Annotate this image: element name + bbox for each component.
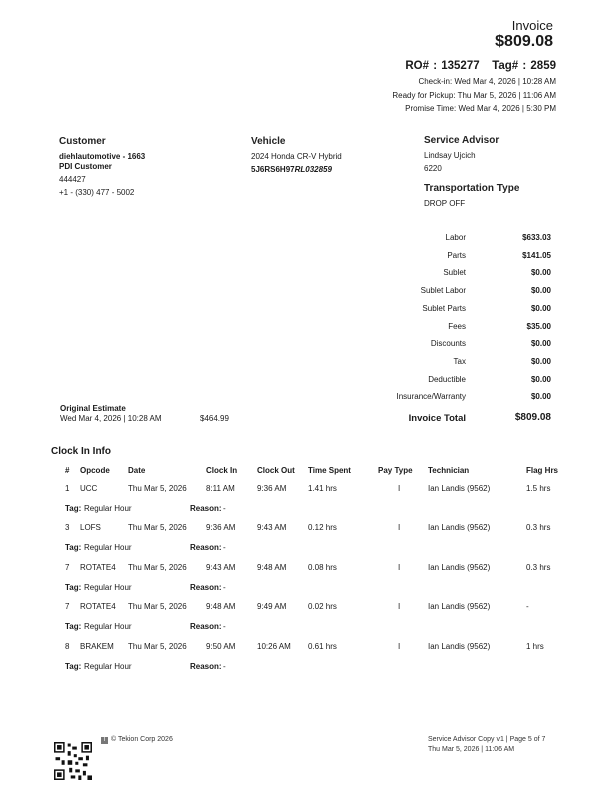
- clock-title: Clock In Info: [51, 446, 111, 457]
- total-value-9: $0.00: [530, 392, 551, 401]
- clock-header-8: Flag Hrs: [526, 466, 559, 475]
- clock-header-1: Opcode: [80, 466, 110, 475]
- cell-spent: 0.61 hrs: [308, 642, 337, 651]
- clock-header-2: Date: [128, 466, 146, 475]
- cell-flag: 1 hrs: [526, 642, 544, 651]
- reason-value: -: [223, 622, 226, 631]
- cell-opcode: UCC: [80, 484, 98, 493]
- advisor-id: 6220: [424, 164, 442, 173]
- total-value-1: $141.05: [522, 251, 551, 260]
- vin-prefix: 5J6RS6H97: [251, 165, 295, 174]
- total-label-6: Discounts: [430, 339, 466, 348]
- cell-spent: 0.08 hrs: [308, 563, 337, 572]
- invoice-total-label: Invoice Total: [408, 413, 466, 424]
- cell-out: 9:36 AM: [257, 484, 287, 493]
- cell-opcode: BRAKEM: [80, 642, 114, 651]
- cell-in: 9:50 AM: [206, 642, 236, 651]
- tag-value: Regular Hour: [84, 662, 132, 671]
- total-value-6: $0.00: [530, 339, 551, 348]
- cell-out: 9:43 AM: [257, 523, 287, 532]
- invoice-total-value: $809.08: [514, 412, 551, 423]
- cell-flag: 0.3 hrs: [526, 563, 551, 572]
- cell-pay: I: [398, 642, 401, 651]
- cell-flag: 0.3 hrs: [526, 523, 551, 532]
- customer-phone: +1 - (330) 477 - 5002: [59, 188, 135, 197]
- cell-pay: I: [398, 523, 401, 532]
- estimate-amount: $464.99: [200, 414, 229, 423]
- total-label-5: Fees: [448, 322, 466, 331]
- reason-label: Reason:: [190, 543, 222, 552]
- clock-header-4: Clock Out: [257, 466, 295, 475]
- reason-label: Reason:: [190, 662, 222, 671]
- cell-opcode: LOFS: [80, 523, 101, 532]
- cell-num: 1: [65, 484, 70, 493]
- tag-label: Tag:: [65, 504, 82, 513]
- cell-out: 10:26 AM: [257, 642, 291, 651]
- clock-header-6: Pay Type: [378, 466, 413, 475]
- transport-value: DROP OFF: [424, 199, 466, 208]
- cell-flag: 1.5 hrs: [526, 484, 551, 493]
- cell-spent: 0.12 hrs: [308, 523, 337, 532]
- cell-num: 7: [65, 602, 70, 611]
- cell-tech: Ian Landis (9562): [428, 484, 491, 493]
- reason-value: -: [223, 583, 226, 592]
- footer-page-info: Service Advisor Copy v1 | Page 5 of 7: [428, 736, 546, 743]
- customer-title: Customer: [59, 136, 106, 147]
- cell-spent: 1.41 hrs: [308, 484, 337, 493]
- reason-value: -: [223, 504, 226, 513]
- total-label-1: Parts: [447, 251, 466, 260]
- total-label-2: Sublet: [443, 268, 466, 277]
- tag-value: Regular Hour: [84, 504, 132, 513]
- promise-time: Promise Time: Wed Mar 4, 2026 | 5:30 PM: [405, 104, 556, 113]
- advisor-name: Lindsay Ujcich: [424, 151, 476, 160]
- clock-header-0: #: [65, 466, 70, 475]
- tag-label: Tag:: [65, 543, 82, 552]
- total-value-3: $0.00: [530, 286, 551, 295]
- reason-value: -: [223, 543, 226, 552]
- invoice-title: Invoice: [511, 18, 553, 33]
- cell-date: Thu Mar 5, 2026: [128, 642, 187, 651]
- total-value-5: $35.00: [526, 322, 551, 331]
- footer-date: Thu Mar 5, 2026 | 11:06 AM: [428, 746, 515, 753]
- customer-type: PDI Customer: [59, 162, 112, 171]
- cell-out: 9:49 AM: [257, 602, 287, 611]
- cell-tech: Ian Landis (9562): [428, 642, 491, 651]
- reason-label: Reason:: [190, 583, 222, 592]
- tag-label: Tag:: [65, 622, 82, 631]
- vehicle-model: 2024 Honda CR-V Hybrid: [251, 152, 342, 161]
- total-value-8: $0.00: [530, 375, 551, 384]
- cell-spent: 0.02 hrs: [308, 602, 337, 611]
- tag-label: Tag:: [65, 662, 82, 671]
- tekion-logo-icon: T: [102, 737, 107, 743]
- advisor-section: [424, 135, 499, 175]
- cell-date: Thu Mar 5, 2026: [128, 563, 187, 572]
- vehicle-section: [251, 136, 342, 176]
- transport-section: [424, 183, 519, 210]
- cell-pay: I: [398, 563, 401, 572]
- qr-code-icon: [54, 742, 92, 780]
- total-label-9: Insurance/Warranty: [396, 392, 466, 401]
- clock-header-5: Time Spent: [308, 466, 351, 475]
- cell-num: 3: [65, 523, 70, 532]
- customer-number: 444427: [59, 175, 86, 184]
- reason-label: Reason:: [190, 622, 222, 631]
- total-label-8: Deductible: [428, 375, 466, 384]
- cell-date: Thu Mar 5, 2026: [128, 523, 187, 532]
- customer-account: diehlautomotive - 1663: [59, 152, 146, 161]
- total-label-0: Labor: [445, 233, 466, 242]
- cell-in: 9:43 AM: [206, 563, 236, 572]
- cell-num: 7: [65, 563, 70, 572]
- tag-value: Regular Hour: [84, 543, 132, 552]
- customer-section: [59, 136, 145, 199]
- cell-flag: -: [526, 602, 529, 611]
- vehicle-title: Vehicle: [251, 136, 286, 147]
- reason-label: Reason:: [190, 504, 222, 513]
- cell-tech: Ian Landis (9562): [428, 523, 491, 532]
- total-value-7: $0.00: [530, 357, 551, 366]
- tag-value: Regular Hour: [84, 622, 132, 631]
- estimate-title: Original Estimate: [60, 404, 126, 413]
- invoice-amount: $809.08: [495, 33, 553, 50]
- ro-tag-number: RO# : 135277 Tag# : 2859: [405, 60, 556, 72]
- ready-time: Ready for Pickup: Thu Mar 5, 2026 | 11:06 AM: [392, 91, 556, 100]
- checkin-time: Check-in: Wed Mar 4, 2026 | 10:28 AM: [418, 77, 556, 86]
- cell-in: 9:36 AM: [206, 523, 236, 532]
- transport-title: Transportation Type: [424, 183, 520, 194]
- cell-date: Thu Mar 5, 2026: [128, 484, 187, 493]
- total-value-4: $0.00: [530, 304, 551, 313]
- vin-suffix: RL032859: [294, 165, 332, 174]
- reason-value: -: [223, 662, 226, 671]
- cell-pay: I: [398, 484, 401, 493]
- cell-in: 9:48 AM: [206, 602, 236, 611]
- vehicle-vin: [251, 163, 342, 176]
- tag-value: Regular Hour: [84, 583, 132, 592]
- cell-pay: I: [398, 602, 401, 611]
- total-label-4: Sublet Parts: [422, 304, 466, 313]
- cell-out: 9:48 AM: [257, 563, 287, 572]
- tag-label: Tag:: [65, 583, 82, 592]
- total-value-2: $0.00: [530, 268, 551, 277]
- estimate-date: Wed Mar 4, 2026 | 10:28 AM: [60, 414, 162, 423]
- cell-num: 8: [65, 642, 70, 651]
- cell-opcode: ROTATE4: [80, 602, 116, 611]
- cell-opcode: ROTATE4: [80, 563, 116, 572]
- total-label-3: Sublet Labor: [420, 286, 466, 295]
- advisor-title: Service Advisor: [424, 135, 500, 146]
- cell-tech: Ian Landis (9562): [428, 602, 491, 611]
- cell-in: 8:11 AM: [206, 484, 235, 493]
- cell-date: Thu Mar 5, 2026: [128, 602, 187, 611]
- cell-tech: Ian Landis (9562): [428, 563, 491, 572]
- clock-header-7: Technician: [428, 466, 470, 475]
- clock-header-3: Clock In: [206, 466, 238, 475]
- footer-copyright: © Tekion Corp 2026: [111, 736, 173, 743]
- total-value-0: $633.03: [522, 233, 551, 242]
- total-label-7: Tax: [453, 357, 466, 366]
